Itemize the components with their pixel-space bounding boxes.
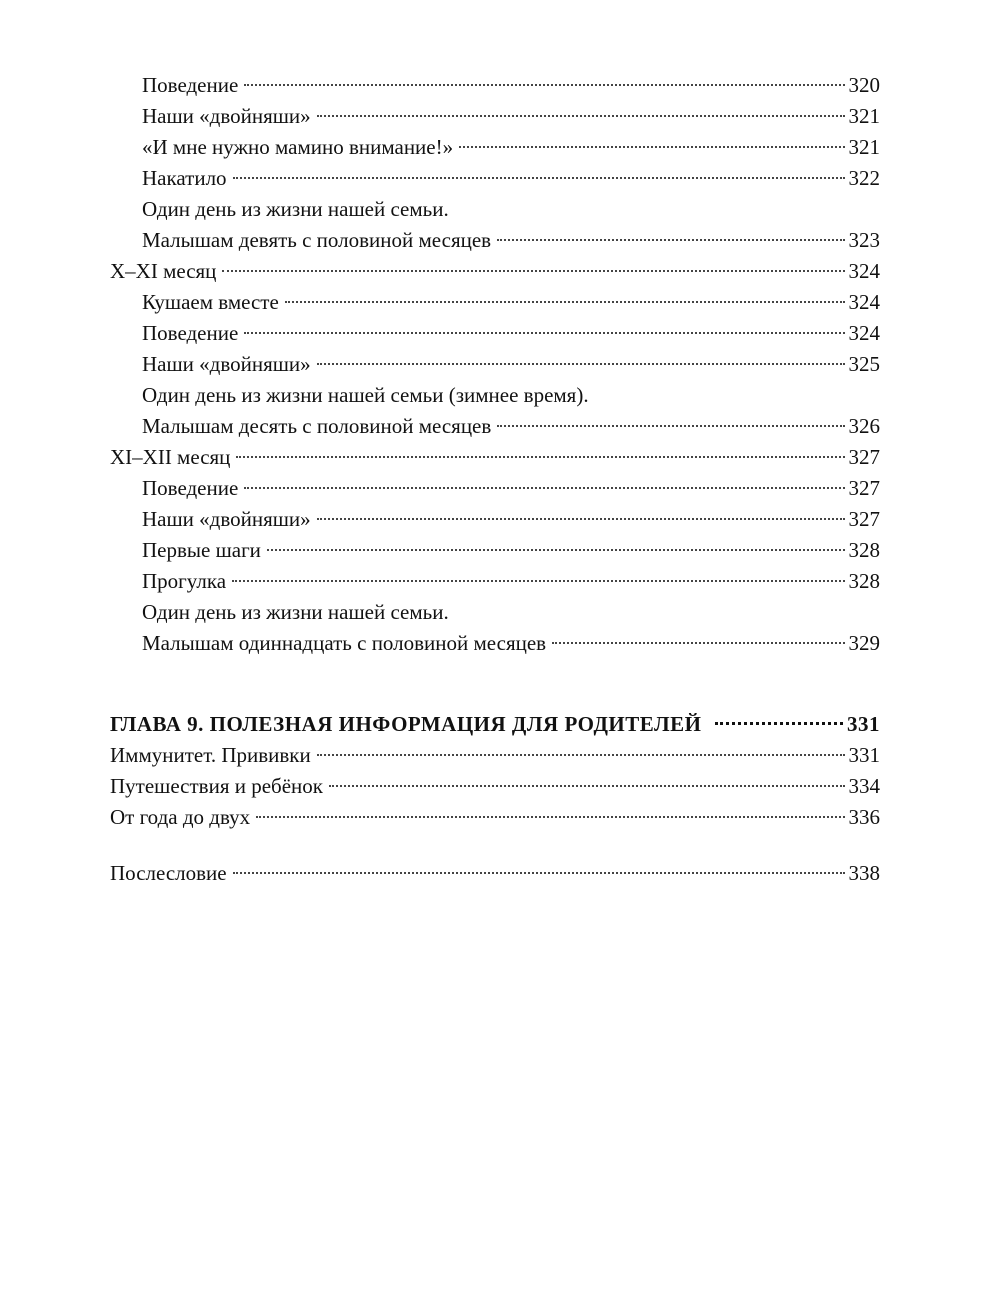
- dot-leader: [317, 518, 845, 520]
- dot-leader: [244, 84, 844, 86]
- toc-entry[interactable]: [110, 318, 880, 349]
- toc-entry-title: Поведение: [142, 73, 239, 97]
- dot-leader: [232, 580, 844, 582]
- toc-entry[interactable]: [110, 349, 880, 380]
- toc-section-title: От года до двух: [110, 805, 251, 829]
- toc-chapter[interactable]: [110, 709, 880, 740]
- toc-entry-title: Малышам одиннадцать с половиной месяцев: [142, 631, 547, 655]
- toc-entry[interactable]: [110, 70, 880, 101]
- toc-entry-title: Кушаем вместе: [142, 290, 279, 314]
- toc-section[interactable]: [110, 740, 880, 771]
- spacer: [110, 833, 880, 858]
- toc-entry-page: 327: [848, 507, 880, 531]
- toc-section-page: 324: [848, 259, 880, 283]
- toc-section-page: 336: [848, 805, 880, 829]
- toc-entry[interactable]: [110, 411, 880, 442]
- dot-leader: [244, 487, 844, 489]
- toc-entry-title: Поведение: [142, 476, 239, 500]
- toc-section-title: X–XI месяц: [110, 259, 217, 283]
- toc-entry[interactable]: [110, 628, 880, 659]
- toc-entry[interactable]: [110, 101, 880, 132]
- toc-entry[interactable]: [110, 535, 880, 566]
- dot-leader: [715, 722, 843, 725]
- toc-entry-page: 328: [848, 569, 880, 593]
- dot-leader: [317, 115, 845, 117]
- dot-leader: [497, 425, 844, 427]
- dot-leader: [267, 549, 845, 551]
- toc-entry-title: Наши «двойняши»: [142, 507, 311, 531]
- toc-section-title: Иммунитет. Прививки: [110, 743, 311, 767]
- toc-entry-page: 327: [848, 476, 880, 500]
- toc-entry-title: «И мне нужно мамино внимание!»: [142, 135, 454, 159]
- toc-entry-page: 322: [848, 166, 880, 190]
- toc-entry-title: Прогулка: [142, 569, 227, 593]
- dot-leader: [459, 146, 844, 148]
- toc-section[interactable]: [110, 442, 880, 473]
- table-of-contents: [110, 70, 880, 889]
- toc-entry-title: Наши «двойняши»: [142, 352, 311, 376]
- toc-entry-title: Малышам девять с половиной месяцев: [142, 228, 492, 252]
- dot-leader: [256, 816, 844, 818]
- toc-section-page: 331: [848, 743, 880, 767]
- spacer: [110, 659, 880, 709]
- toc-chapter-page: 331: [847, 712, 880, 736]
- toc-entry-title: Накатило: [142, 166, 227, 190]
- toc-entry-first-line[interactable]: [110, 597, 880, 628]
- toc-entry[interactable]: [110, 566, 880, 597]
- dot-leader: [285, 301, 845, 303]
- toc-entry-page: 326: [848, 414, 880, 438]
- toc-entry-page: 325: [848, 352, 880, 376]
- toc-chapter-title: ГЛАВА 9. ПОЛЕЗНАЯ ИНФОРМАЦИЯ ДЛЯ РОДИТЕЛЕЙ: [110, 712, 702, 736]
- toc-section-page: 334: [848, 774, 880, 798]
- toc-entry-title: Один день из жизни нашей семьи.: [142, 600, 449, 624]
- dot-leader: [233, 872, 845, 874]
- toc-entry-page: 329: [848, 631, 880, 655]
- toc-entry-page: 321: [848, 104, 880, 128]
- toc-section[interactable]: [110, 771, 880, 802]
- dot-leader: [317, 363, 845, 365]
- toc-afterword[interactable]: [110, 858, 880, 889]
- toc-entry-title: Один день из жизни нашей семьи.: [142, 197, 449, 221]
- toc-section-page: 327: [848, 445, 880, 469]
- toc-entry-page: 324: [848, 321, 880, 345]
- toc-afterword-title: Послесловие: [110, 861, 227, 885]
- toc-section-title: XI–XII месяц: [110, 445, 231, 469]
- dot-leader: [236, 456, 844, 458]
- toc-entry-page: 323: [848, 228, 880, 252]
- dot-leader: [244, 332, 844, 334]
- toc-entry-title: Первые шаги: [142, 538, 261, 562]
- toc-entry[interactable]: [110, 473, 880, 504]
- dot-leader: [222, 270, 844, 272]
- toc-entry-title: Поведение: [142, 321, 239, 345]
- toc-entry-first-line[interactable]: [110, 380, 880, 411]
- toc-entry-first-line[interactable]: [110, 194, 880, 225]
- dot-leader: [329, 785, 845, 787]
- toc-entry-page: 320: [848, 73, 880, 97]
- toc-entry-page: 321: [848, 135, 880, 159]
- dot-leader: [233, 177, 845, 179]
- toc-entry[interactable]: [110, 287, 880, 318]
- dot-leader: [552, 642, 844, 644]
- toc-entry[interactable]: [110, 225, 880, 256]
- toc-entry-title: Один день из жизни нашей семьи (зимнее время).: [142, 383, 589, 407]
- toc-entry-title: Наши «двойняши»: [142, 104, 311, 128]
- toc-entry-page: 328: [848, 538, 880, 562]
- toc-section[interactable]: [110, 256, 880, 287]
- dot-leader: [497, 239, 844, 241]
- toc-entry-title: Малышам десять с половиной месяцев: [142, 414, 492, 438]
- toc-section[interactable]: [110, 802, 880, 833]
- toc-entry-page: 324: [848, 290, 880, 314]
- toc-afterword-page: 338: [848, 861, 880, 885]
- toc-section-title: Путешествия и ребёнок: [110, 774, 323, 798]
- toc-entry[interactable]: [110, 132, 880, 163]
- toc-entry[interactable]: [110, 504, 880, 535]
- toc-entry[interactable]: [110, 163, 880, 194]
- dot-leader: [317, 754, 845, 756]
